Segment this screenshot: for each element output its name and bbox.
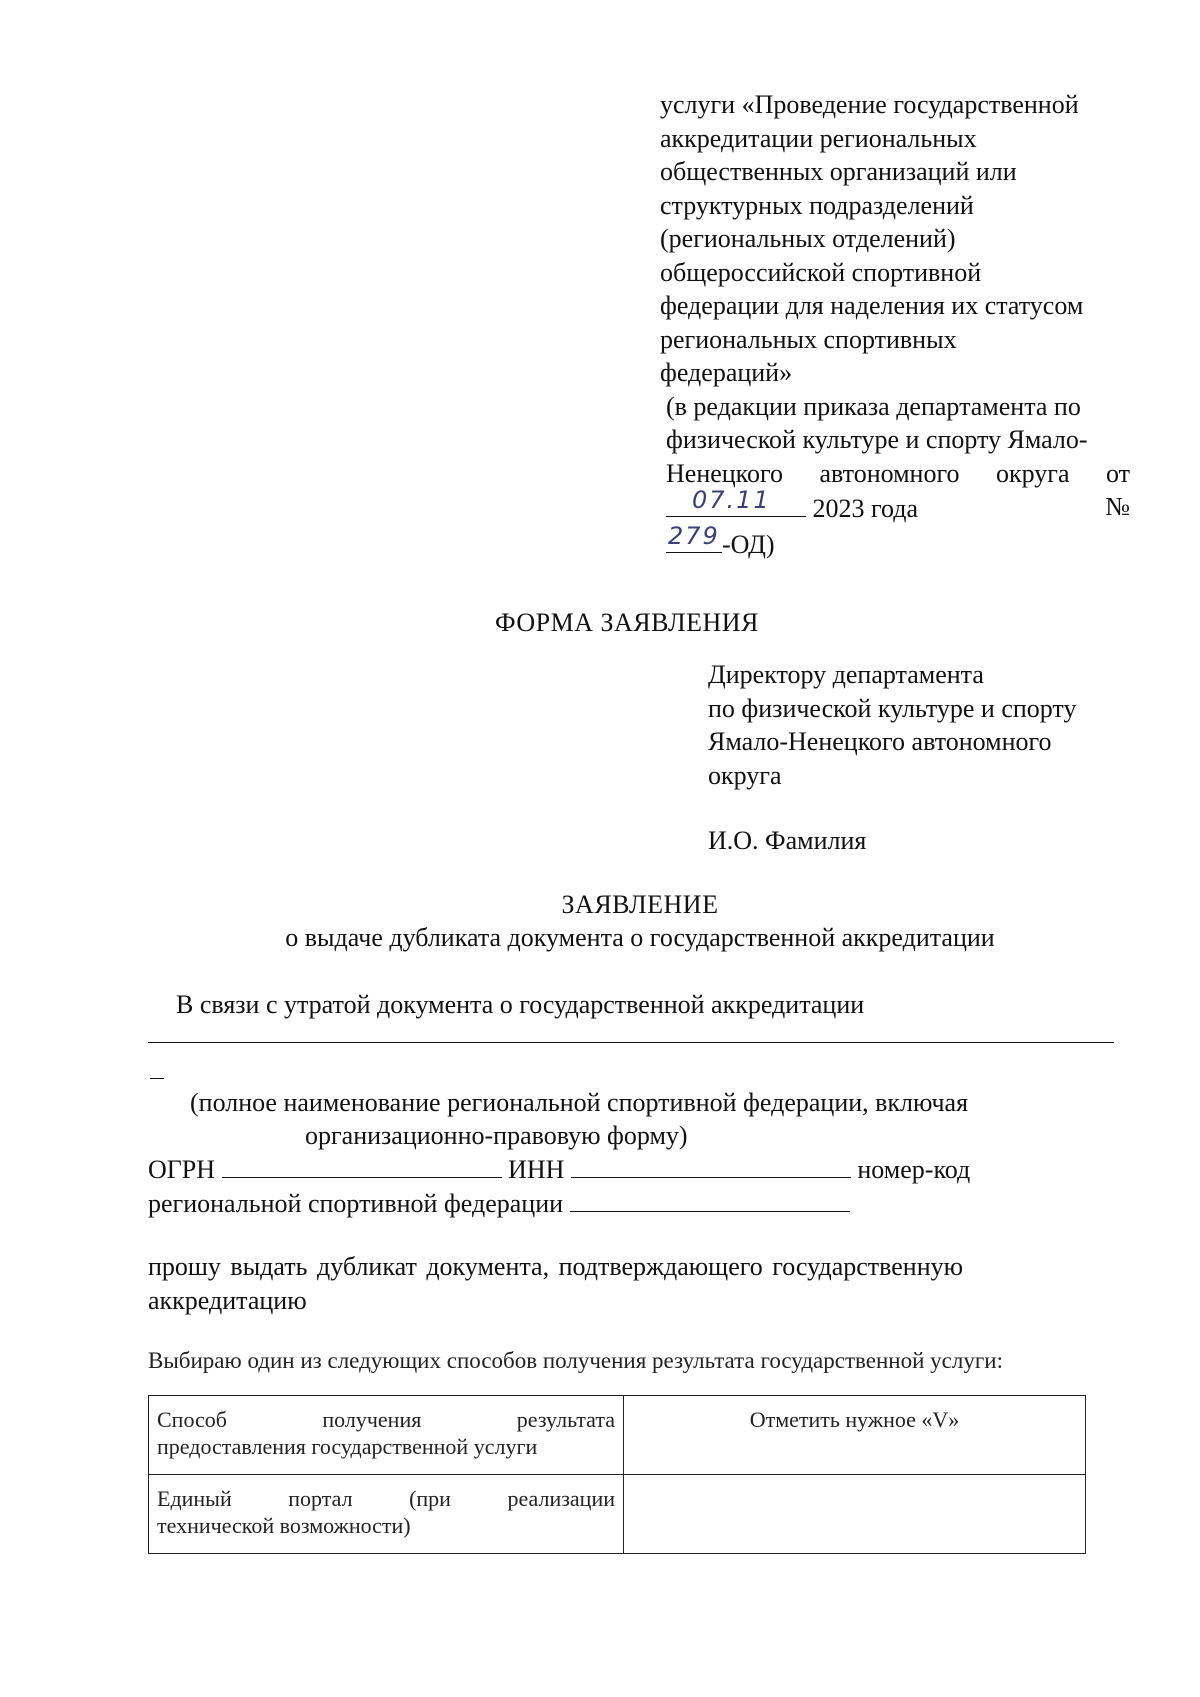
- addressee-name: И.О. Фамилия: [708, 826, 867, 855]
- header-line: общероссийской спортивной: [660, 257, 982, 287]
- year-text: 2023 года: [812, 494, 919, 523]
- number-sign: №: [1105, 492, 1130, 521]
- word: получения: [322, 1407, 422, 1432]
- header-line: федераций»: [660, 358, 793, 387]
- word: реализации: [507, 1486, 615, 1511]
- header-line: услуги «Проведение государственной: [660, 90, 1079, 119]
- form-title: ФОРМА ЗАЯВЛЕНИЯ: [495, 608, 759, 637]
- statement-title: ЗАЯВЛЕНИЕ: [561, 890, 719, 919]
- addressee-line: округа: [708, 760, 782, 790]
- addressee-block: [708, 658, 1076, 792]
- table-row: [149, 1475, 1086, 1554]
- method-cell: [149, 1475, 624, 1554]
- header-line: федерации для наделения их статусом: [660, 291, 1084, 320]
- code-label: номер-код: [857, 1155, 971, 1184]
- table-header-row: [149, 1396, 1086, 1475]
- justified-line: [157, 1406, 615, 1433]
- header-line: структурных подразделений: [660, 190, 974, 220]
- word: результата: [516, 1407, 615, 1432]
- statement-intro: В связи с утратой документа о государственной аккредитации: [176, 990, 865, 1019]
- delivery-method-table: [148, 1395, 1086, 1554]
- ogrn-label: ОГРН: [148, 1155, 216, 1184]
- inn-field[interactable]: [571, 1157, 851, 1178]
- addressee-line: Директору департамента: [708, 660, 984, 689]
- word: от: [1105, 458, 1130, 488]
- justified-line: [157, 1485, 615, 1512]
- word: портал: [288, 1486, 353, 1511]
- redaction-note: [666, 390, 1130, 562]
- request-text: аккредитацию: [148, 1286, 307, 1315]
- delivery-method-prompt: Выбираю один из следующих способов получения результата государственной услуги:: [148, 1348, 1003, 1373]
- word: автономного: [819, 458, 960, 488]
- handwritten-number: 279: [668, 521, 720, 550]
- request-text: прошу выдать дубликат документа, подтверждающего государственную: [148, 1252, 964, 1281]
- redaction-line: физической культуре и спорту Ямало-: [666, 425, 1088, 454]
- addressee-line: Ямало-Ненецкого автономного: [708, 727, 1052, 756]
- table-header-cell: [149, 1396, 624, 1475]
- order-number-line: [666, 521, 1130, 562]
- redaction-line: (в редакции приказа департамента по: [666, 391, 1081, 421]
- handwritten-date: 07.11: [692, 486, 771, 514]
- mark-cell[interactable]: [624, 1475, 1086, 1554]
- ogrn-inn-line: [148, 1155, 970, 1185]
- word: Способ: [157, 1407, 227, 1432]
- ogrn-field[interactable]: [222, 1157, 502, 1178]
- number-suffix: -ОД): [722, 529, 775, 559]
- table-header-text: предоставления государственной услуги: [157, 1434, 538, 1459]
- word: (при: [409, 1486, 451, 1511]
- statement-subtitle: о выдаче дубликата документа о государственной аккредитации: [285, 923, 995, 952]
- header-line: (региональных отделений): [660, 224, 956, 253]
- code-label-continued: региональной спортивной федерации: [148, 1189, 564, 1218]
- line-continuation-dash: [150, 1078, 164, 1079]
- method-text: технической возможности): [157, 1513, 411, 1538]
- header-line: аккредитации региональных: [660, 123, 977, 153]
- federation-code-field[interactable]: [570, 1191, 850, 1212]
- number-slot: [666, 521, 722, 553]
- organization-name-field[interactable]: [148, 1042, 1114, 1043]
- order-date-line: [666, 486, 1130, 526]
- table-header-cell: Отметить нужное «V»: [624, 1396, 1086, 1475]
- addressee-line: по физической культуре и спорту: [708, 693, 1077, 723]
- word: округа: [995, 458, 1070, 488]
- federation-code-line: [148, 1189, 850, 1219]
- field-caption: организационно-правовую форму): [305, 1121, 688, 1150]
- header-line: общественных организаций или: [660, 157, 1017, 186]
- field-caption: (полное наименование региональной спортивной федерации, включая: [190, 1088, 969, 1117]
- word: Единый: [157, 1486, 232, 1511]
- order-reference-block: [660, 88, 1130, 561]
- date-slot: [666, 486, 806, 517]
- header-line: региональных спортивных: [660, 324, 957, 354]
- inn-label: ИНН: [508, 1155, 565, 1184]
- word: Ненецкого: [666, 458, 784, 488]
